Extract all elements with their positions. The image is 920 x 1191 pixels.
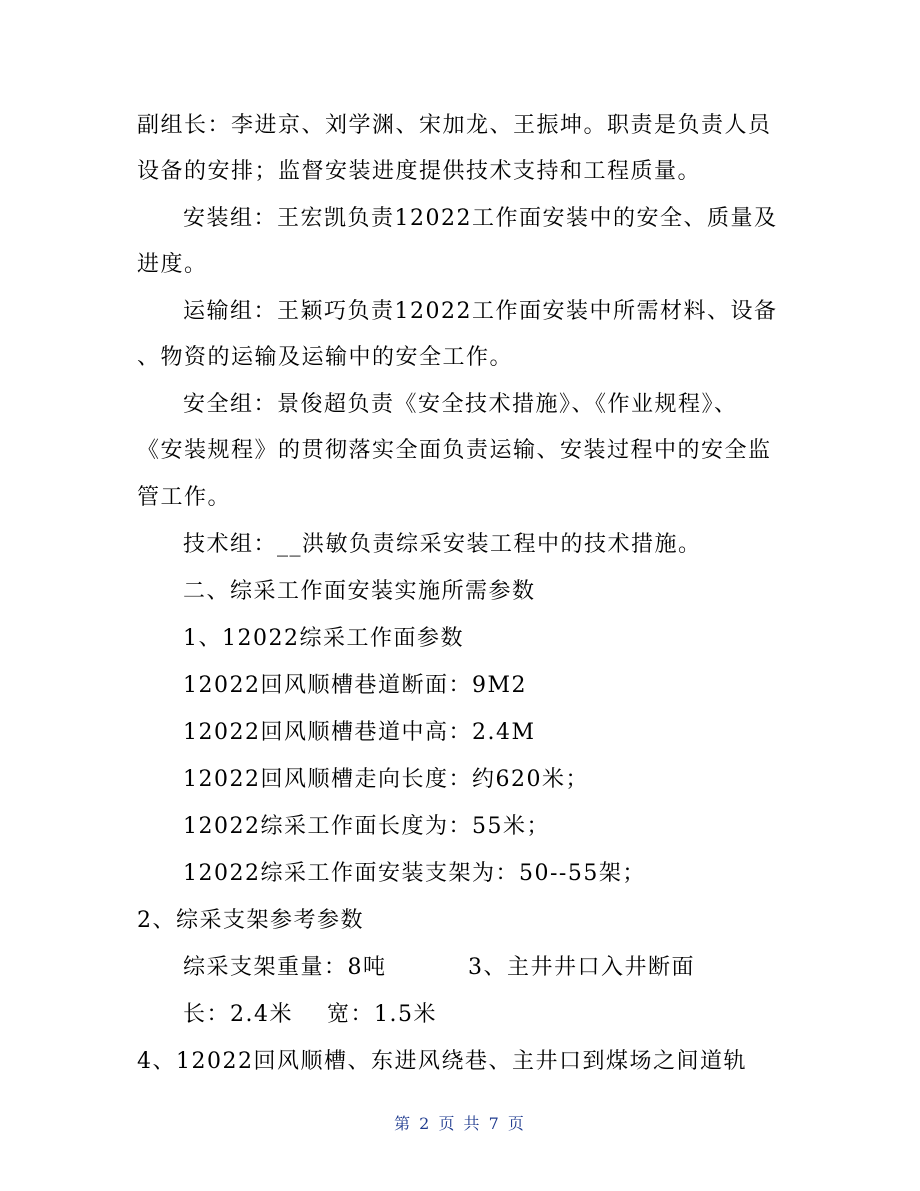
parameter-line: 12022综采工作面长度为：55米； [183,814,550,839]
subsection-heading: 2、综采支架参考参数 [137,908,364,933]
parameter-line: 12022回风顺槽巷道中高：2.4M [183,720,536,745]
text-line: 进度。 [137,252,208,277]
text-line: 、物资的运输及运输中的安全工作。 [137,345,514,370]
subsection-heading: 1、12022综采工作面参数 [183,626,464,651]
text-line: 运输组：王颖巧负责12022工作面安装中所需材料、设备 [183,299,778,324]
text-line: 《安装规程》的贯彻落实全面负责运输、安装过程中的安全监 [137,438,772,463]
text-line: 管工作。 [137,485,232,510]
parameter-line: 宽：1.5米 [327,1002,437,1027]
parameter-line: 12022综采工作面安装支架为：50--55架； [183,861,646,886]
section-heading: 二、综采工作面安装实施所需参数 [183,579,536,604]
parameter-line: 综采支架重量：8吨 [183,955,387,980]
page-indicator: 第 2 页 共 7 页 [394,1114,526,1133]
text-line: 设备的安排；监督安装进度提供技术支持和工程质量。 [137,159,702,184]
text-line: 技术组：__洪敏负责综采安装工程中的技术措施。 [183,532,702,557]
text-line: 安装组：王宏凯负责12022工作面安装中的安全、质量及 [183,206,778,231]
parameter-line: 12022回风顺槽走向长度：约620米； [183,767,589,792]
parameter-line: 长：2.4米 [183,1002,293,1027]
text-line: 安全组：景俊超负责《安全技术措施》、《作业规程》、 [183,392,738,417]
text-line: 副组长：李进京、刘学渊、宋加龙、王振坤。职责是负责人员 [137,113,772,138]
subsection-heading: 4、12022回风顺槽、东进风绕巷、主井口到煤场之间道轨 [137,1049,747,1074]
parameter-line: 12022回风顺槽巷道断面：9M2 [183,673,528,698]
subsection-heading: 3、主井井口入井断面 [468,955,695,980]
